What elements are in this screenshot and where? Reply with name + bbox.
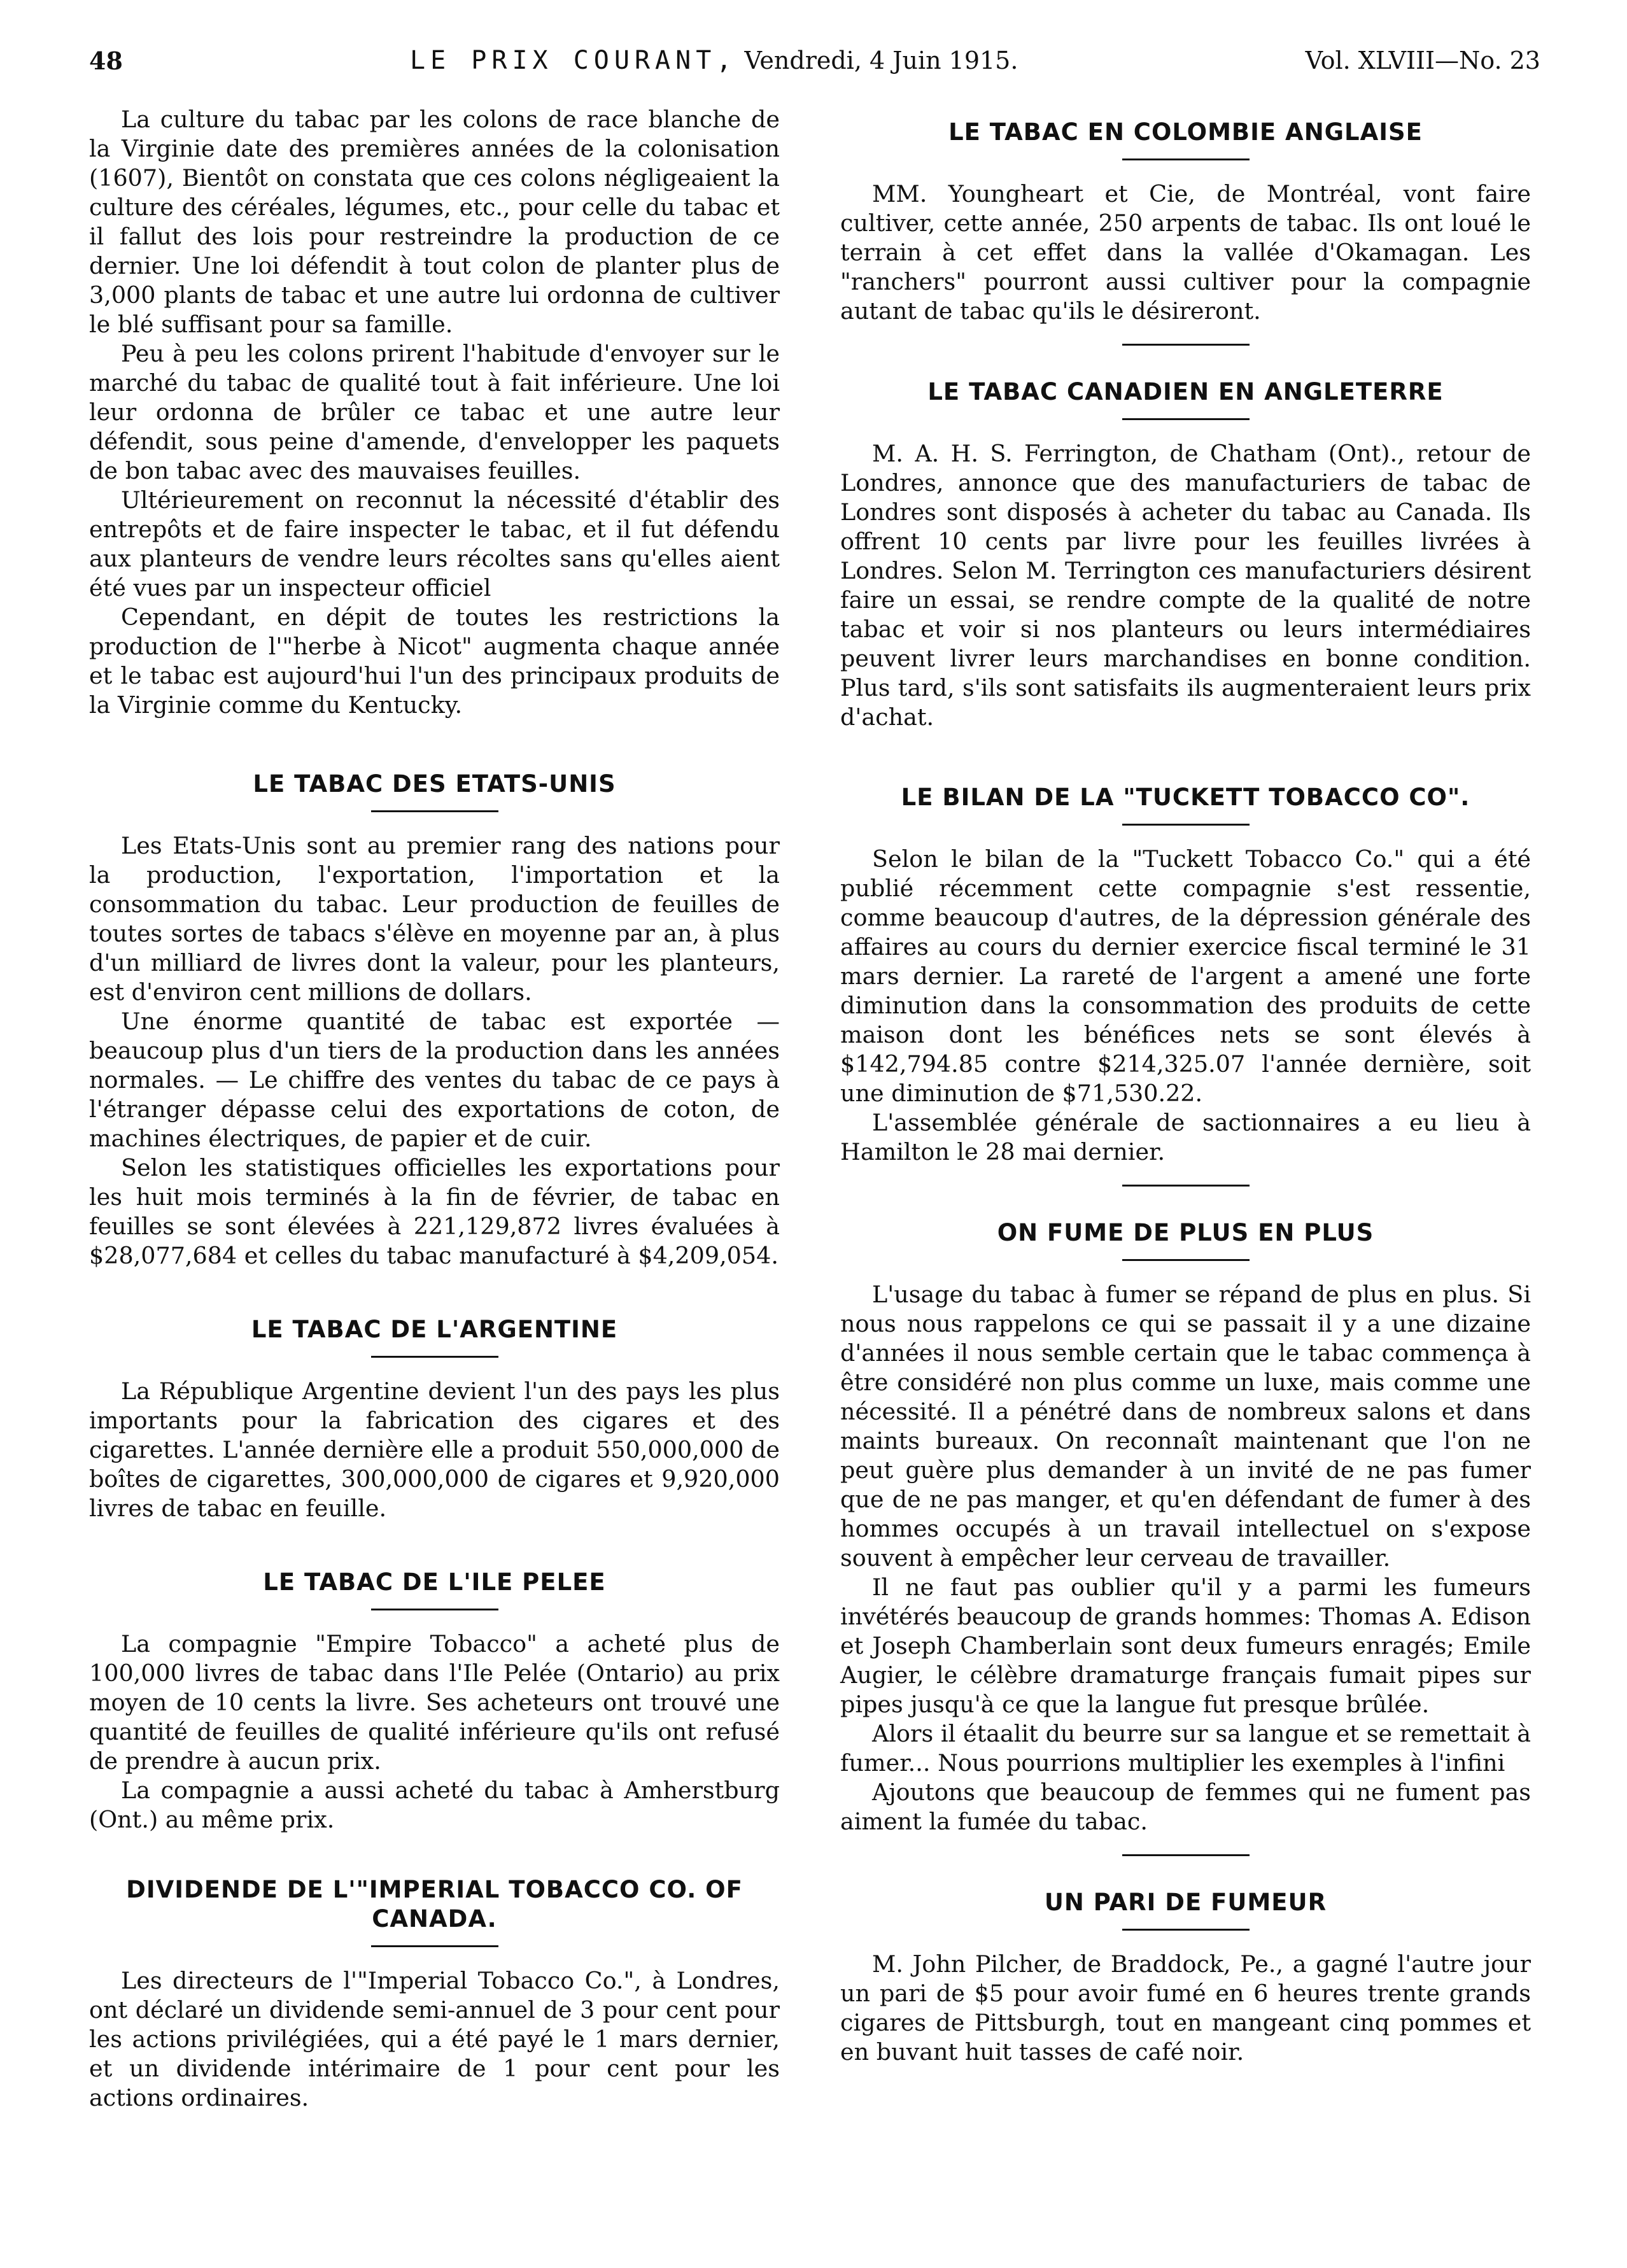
article-paragraph: Ajoutons que beaucoup de femmes qui ne fument pas aiment la fumée du tabac. xyxy=(840,1778,1531,1835)
title-rule xyxy=(371,1945,498,1947)
article-paragraph: M. A. H. S. Ferrington, de Chatham (Ont)., retour de Londres, annonce que des manufacturiers de tabac de Londres sont disposés à acheter du tabac au Canada. Ils offrent 10 cents par livre pour les feuilles livrées à Londres. Selon M. Terrington ces manufacturiers désirent faire un essai, se rendre compte de la qualité de notre tabac et voir si nos planteurs ou leurs intermédiaires peuvent livrer leurs marchandises en bonne condition. Plus tard, s'ils sont satisfaits ils augmenteraient leurs prix d'achat. xyxy=(840,440,1531,731)
title-rule xyxy=(1122,1259,1250,1261)
title-rule xyxy=(371,1609,498,1610)
title-rule xyxy=(1122,1929,1250,1931)
article-paragraph: Cependant, en dépit de toutes les restrictions la production de l'"herbe à Nicot" augmenta chaque année et le tabac est aujourd'hui l'un des principaux produits de la Virginie comme du Kentucky. xyxy=(89,603,780,719)
article-title: LE TABAC DE L'ARGENTINE xyxy=(251,1316,618,1343)
volume-number: Vol. XLVIII—No. 23 xyxy=(1305,46,1540,74)
article-paragraph: Peu à peu les colons prirent l'habitude d'envoyer sur le marché du tabac de qualité tout à fait inférieure. Une loi leur ordonna de brûler ce tabac et une autre leur défendit, sous peine d'amende, d'envelopper les paquets de bon tabac avec des mauvaises feuilles. xyxy=(89,340,780,484)
article-title: LE TABAC EN COLOMBIE ANGLAISE xyxy=(948,118,1423,146)
article-paragraph: Ultérieurement on reconnut la nécessité d'établir des entrepôts et de faire inspecter le tabac, et il fut défendu aux planteurs de vendre leurs récoltes sans qu'elles aient été vues par un inspecteur officiel xyxy=(89,486,780,602)
section-rule xyxy=(1122,1854,1250,1856)
imperial-article xyxy=(89,1875,780,2113)
pari-article xyxy=(840,1854,1531,2067)
colombie-article xyxy=(840,118,1531,326)
virginie-article xyxy=(89,105,780,720)
etats-unis-article xyxy=(89,770,780,1271)
article-paragraph: Il ne faut pas oublier qu'il y a parmi les fumeurs invétérés beaucoup de grands hommes: Thomas A. Edison et Joseph Chamberlain sont deux fumeurs enragés; Emile Augier, le célèbre dramaturge français fumait pipes sur pipes jusqu'à ce que la langue fut presque brûlée. xyxy=(840,1574,1531,1718)
left-column xyxy=(89,105,780,2113)
article-paragraph: Alors il étaalit du beurre sur sa langue et se remettait à fumer... Nous pourrions multiplier les exemples à l'infini xyxy=(840,1720,1531,1777)
title-rule xyxy=(1122,158,1250,160)
tuckett-article xyxy=(840,783,1531,1167)
article-title: ON FUME DE PLUS EN PLUS xyxy=(997,1219,1374,1246)
article-paragraph: MM. Youngheart et Cie, de Montréal, vont faire cultiver, cette année, 250 arpents de tabac. Ils ont loué le terrain à cet effet dans la vallée d'Okamagan. Les "ranchers" pourront aussi cultiver pour la compagnie autant de tabac qu'ils le désireront. xyxy=(840,180,1531,325)
article-title: LE BILAN DE LA "TUCKETT TOBACCO CO". xyxy=(901,784,1470,811)
title-rule xyxy=(371,1356,498,1358)
article-title: LE TABAC DES ETATS-UNIS xyxy=(253,770,616,798)
issue-date: Vendredi, 4 Juin 1915. xyxy=(744,46,1018,74)
article-title: LE TABAC DE L'ILE PELEE xyxy=(263,1568,606,1596)
article-paragraph: M. John Pilcher, de Braddock, Pe., a gagné l'autre jour un pari de $5 pour avoir fumé en 6 heures trente grands cigares de Pittsburgh, tout en mangeant cinq pommes et en buvant huit tasses de café noir. xyxy=(840,1950,1531,2066)
article-paragraph: Une énorme quantité de tabac est exportée — beaucoup plus d'un tiers de la production dans les années normales. — Le chiffre des ventes du tabac de ce pays à l'étranger dépasse celui des exportations de coton, de machines électriques, de papier et de cuir. xyxy=(89,1008,780,1152)
title-rule xyxy=(371,810,498,812)
article-paragraph: La compagnie "Empire Tobacco" a acheté plus de 100,000 livres de tabac dans l'Ile Pelée (Ontario) au prix moyen de 10 cents la livre. Ses acheteurs ont trouvé une quantité de feuilles de qualité inférieure qu'ils ont refusé de prendre à aucun prix. xyxy=(89,1630,780,1775)
section-rule xyxy=(1122,344,1250,346)
title-rule xyxy=(1122,418,1250,420)
article-paragraph: La compagnie a aussi acheté du tabac à Amherstburg (Ont.) au même prix. xyxy=(89,1777,780,1833)
section-rule xyxy=(1122,1185,1250,1187)
masthead xyxy=(410,46,1018,75)
argentine-article xyxy=(89,1315,780,1523)
article-paragraph: La culture du tabac par les colons de race blanche de la Virginie date des premières années de la colonisation (1607), Bientôt on constata que ces colons négligeaient la culture des céréales, légumes, etc., pour celle du tabac et il fallut des lois pour restreindre la production de ce dernier. Une loi défendit à tout colon de planter plus de 3,000 plants de tabac et une autre lui ordonna de cultiver le blé suffisant pour sa famille. xyxy=(89,106,780,338)
article-title: UN PARI DE FUMEUR xyxy=(1044,1889,1327,1916)
newspaper-page xyxy=(89,38,1540,2241)
article-paragraph: Selon le bilan de la "Tuckett Tobacco Co." qui a été publié récemment cette compagnie s'est ressentie, comme beaucoup d'autres, de la dépression générale des affaires au cours du dernier exercice fiscal terminé le 31 mars dernier. La rareté de l'argent a amené une forte diminution dans la consommation des produits de cette maison dont les bénéfices nets se sont élevés à $142,794.85 contre $214,325.07 l'année dernière, soit une diminution de $71,530.22. xyxy=(840,845,1531,1107)
right-column xyxy=(840,118,1531,2067)
fume-article xyxy=(840,1185,1531,1836)
title-rule xyxy=(1122,824,1250,826)
article-paragraph: L'usage du tabac à fumer se répand de plus en plus. Si nous nous rappelons ce qui se passait il y a une dizaine d'années il nous semble certain que le tabac commença à être considéré non plus comme un luxe, mais comme une nécessité. Il a pénétré dans de nombreux salons et dans maints bureaux. On reconnaît maintenant que l'on ne peut guère plus demander à un invité de ne pas fumer que de ne pas manger, et qu'en défendant de fumer à des hommes occupés à un travail intellectuel on s'expose souvent à empêcher leur cerveau de travailler. xyxy=(840,1281,1531,1572)
article-paragraph: L'assemblée générale de sactionnaires a eu lieu à Hamilton le 28 mai dernier. xyxy=(840,1109,1531,1166)
article-title: DIVIDENDE DE L'"IMPERIAL TOBACCO CO. OF CANADA. xyxy=(126,1876,743,1933)
publication-name: LE PRIX COURANT, xyxy=(410,46,737,75)
page-header xyxy=(89,38,1540,83)
angleterre-article xyxy=(840,344,1531,732)
article-title: LE TABAC CANADIEN EN ANGLETERRE xyxy=(927,378,1444,405)
article-paragraph: La République Argentine devient l'un des pays les plus importants pour la fabrication des cigares et des cigarettes. L'année dernière elle a produit 550,000,000 de boîtes de cigarettes, 300,000,000 de cigares et 9,920,000 livres de tabac en feuille. xyxy=(89,1377,780,1522)
article-paragraph: Les Etats-Unis sont au premier rang des nations pour la production, l'exportation, l'importation et la consommation du tabac. Leur production de feuilles de toutes sortes de tabacs s'élève en moyenne par an, à plus d'un milliard de livres dont la valeur, pour les planteurs, est d'environ cent millions de dollars. xyxy=(89,832,780,1006)
ile-pelee-article xyxy=(89,1568,780,1835)
page-number: 48 xyxy=(89,46,123,75)
article-paragraph: Selon les statistiques officielles les exportations pour les huit mois terminés à la fin de février, de tabac en feuilles se sont élevées à 221,129,872 livres évaluées à $28,077,684 et celles du tabac manufacturé à $4,209,054. xyxy=(89,1154,780,1269)
article-paragraph: Les directeurs de l'"Imperial Tobacco Co.", à Londres, ont déclaré un dividende semi-annuel de 3 pour cent pour les actions privilégiées, qui a été payé le 1 mars dernier, et un dividende intérimaire de 1 pour cent pour les actions ordinaires. xyxy=(89,1967,780,2111)
